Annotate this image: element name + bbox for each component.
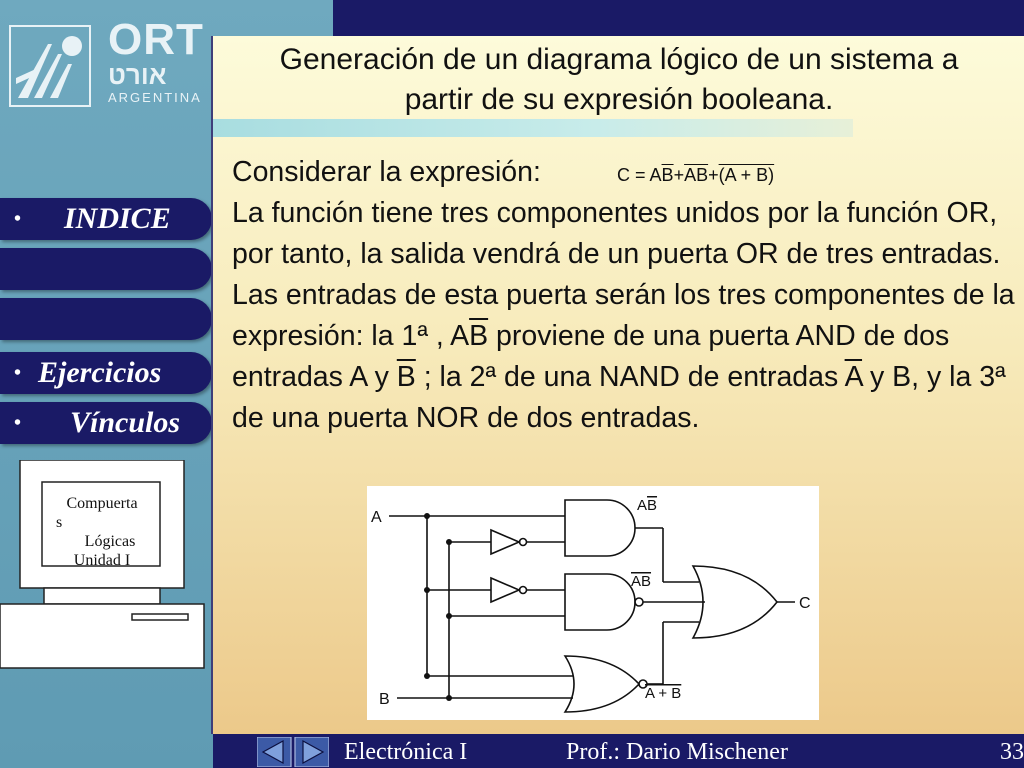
slide-content (213, 36, 1024, 734)
nav-bullet: • (14, 208, 22, 230)
title-line: Generación de un diagrama lógico de un sistema a (279, 43, 959, 76)
nav-vinculos-label: Vínculos (70, 406, 181, 439)
circuit-label-nor: A + B (645, 685, 682, 702)
nav-indice-label: INDICE (64, 202, 171, 235)
intro-line: Considerar la expresión: (232, 156, 541, 188)
expr-ab-bar: $\overline{AB}$ (684, 165, 709, 185)
circuit-label-and (637, 497, 657, 514)
expr-plus: + (673, 165, 685, 185)
logic-circuit-diagram (367, 486, 819, 720)
computer-screen-text (46, 494, 158, 570)
circuit-input-a: A (371, 509, 382, 526)
nav-blank-button-2[interactable] (0, 298, 212, 340)
screen-line: s (56, 514, 63, 531)
circuit-label-nand: AB (631, 573, 652, 590)
circuit-output-c: C (799, 595, 811, 612)
nav-blank-button-1[interactable] (0, 248, 212, 290)
explanation-paragraph (232, 193, 1022, 439)
slide-title (229, 40, 1009, 120)
footer-course: Electrónica I (344, 739, 468, 765)
screen-line: Compuerta (66, 495, 138, 512)
nav-ejercicios-label: Ejercicios (38, 356, 162, 389)
prev-slide-button[interactable] (257, 737, 291, 767)
slide-body (232, 152, 1022, 439)
title-line: partir de su expresión booleana. (404, 83, 834, 116)
logo-country: ARGENTINA (108, 90, 202, 105)
circuit-label-and-b: B (647, 497, 658, 514)
screen-line: Unidad I (73, 552, 131, 569)
expr-lhs: C = (617, 165, 650, 185)
expr-sum-bar: (A + B) (718, 165, 775, 185)
nav-bullet: • (14, 362, 22, 384)
para-overline-a: $\overline{A}$ (844, 361, 863, 393)
screen-line: Lógicas (84, 533, 136, 550)
expr-b-bar: $\overline{B}$ (661, 165, 674, 185)
footer-professor: Prof.: Dario Mischener (566, 739, 788, 765)
title-underline (213, 119, 853, 137)
nav-indice-button[interactable] (0, 198, 212, 240)
top-bar (333, 0, 1024, 36)
circuit-input-b: B (379, 691, 390, 708)
nav-ejercicios-button[interactable] (0, 352, 212, 394)
footer-page-number: 33 (1000, 739, 1024, 765)
boolean-expression (617, 160, 837, 190)
logo-hebrew: אורט (108, 60, 167, 90)
next-slide-button[interactable] (295, 737, 329, 767)
para-overline-b: $\overline{B}$ (469, 320, 489, 352)
expr-plus: + (708, 165, 719, 185)
circuit-label-and-a: A (637, 497, 648, 514)
para-part: ; la 2ª de una NAND de entradas (415, 361, 845, 393)
circuit-svg (367, 486, 819, 720)
logo-name: ORT (108, 15, 204, 64)
nav-bullet: • (14, 412, 22, 434)
ort-star-logo-icon (8, 24, 92, 108)
nav-vinculos-button[interactable] (0, 402, 212, 444)
para-overline-b: $\overline{B}$ (396, 361, 416, 393)
para-part: La función tiene tres componentes unidos por la función OR, por tanto, la salida vendrá de un puerta OR de tres entradas. Las entradas de esta puerta serán los tres componentes de la expresión: la 1ª , A (232, 197, 1015, 352)
expr-a: A (649, 165, 662, 185)
para-part: y B, y la 3ª de una puerta NOR de dos entradas. (232, 361, 1006, 434)
slide-nav-arrows (257, 737, 329, 767)
para-part: proviene de una puerta AND de dos entradas A y (232, 320, 950, 393)
